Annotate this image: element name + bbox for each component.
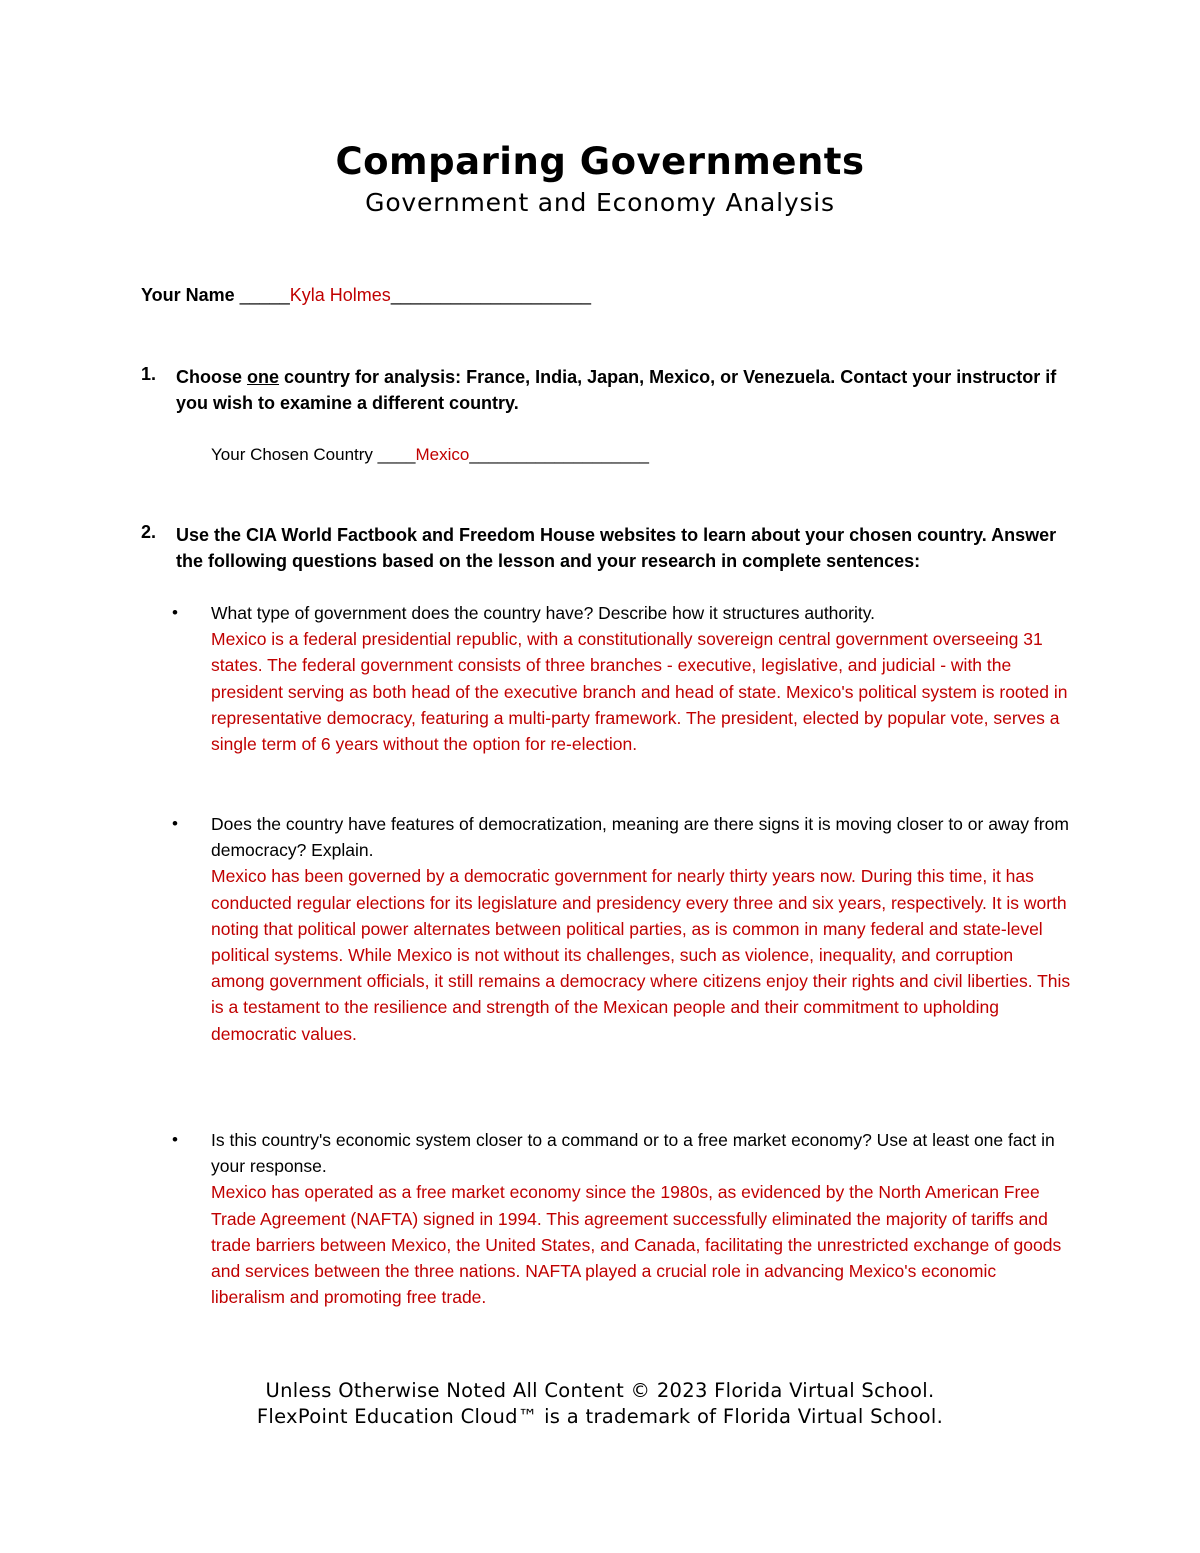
name-label: Your Name — [141, 285, 235, 305]
bullet-icon: • — [172, 1130, 178, 1149]
question-prompt: Does the country have features of democratization, meaning are there signs it is moving closer to or away from democracy? Explain. — [211, 814, 1069, 861]
bullet-icon: • — [172, 814, 178, 833]
list-item — [211, 1127, 1071, 1310]
question-1-number: 1. — [141, 364, 157, 384]
answer-text[interactable]: Mexico is a federal presidential republic, with a constitutionally sovereign central government overseeing 31 states. The federal government consists of three branches - executive, legislative, and judicial - with the president serving as both head of the executive branch and head of state. Mexico's political system is rooted in representative democracy, featuring a multi-party framework. The president, elected by popular vote, serves a single term of 6 years without the option for re-election. — [211, 629, 1068, 755]
name-blank-prefix: _____ — [239, 285, 290, 305]
bullet-icon: • — [172, 603, 178, 622]
name-field — [141, 285, 591, 306]
question-prompt: What type of government does the country have? Describe how it structures authority. — [211, 603, 876, 623]
list-item — [211, 811, 1071, 1047]
footer-copyright: Unless Otherwise Noted All Content © 2023 Florida Virtual School. — [265, 1379, 935, 1402]
chosen-country-blank-prefix: ____ — [377, 445, 416, 464]
answer-text[interactable]: Mexico has operated as a free market economy since the 1980s, as evidenced by the North American Free Trade Agreement (NAFTA) signed in 1994. This agreement successfully eliminated the majority of tariffs and trade barriers between Mexico, the United States, and Canada, facilitating the unrestricted exchange of goods and services between the three nations. NAFTA played a crucial role in advancing Mexico's economic liberalism and promoting free trade. — [211, 1182, 1062, 1308]
chosen-country-field — [211, 445, 649, 465]
document-subtitle: Government and Economy Analysis — [365, 188, 835, 217]
name-blank-suffix: ____________________ — [390, 285, 592, 305]
footer-trademark: FlexPoint Education Cloud™ is a trademark of Florida Virtual School. — [256, 1405, 944, 1428]
question-1-text-before: Choose — [176, 367, 248, 387]
question-1-emphasis: one — [247, 367, 280, 387]
name-value[interactable]: Kyla Holmes — [289, 285, 391, 305]
chosen-country-value[interactable]: Mexico — [415, 445, 470, 464]
list-item — [211, 600, 1071, 757]
page-footer — [0, 1378, 1200, 1430]
question-prompt: Is this country's economic system closer to a command or to a free market economy? Use at least one fact in your response. — [211, 1130, 1055, 1177]
question-1-text-after: country for analysis: France, India, Japan, Mexico, or Venezuela. Contact your instructor if you wish to examine a different country. — [176, 367, 1057, 413]
question-1-text — [176, 364, 1076, 416]
answer-text[interactable]: Mexico has been governed by a democratic government for nearly thirty years now. During this time, it has conducted regular elections for its legislature and presidency every three and six years, respectively. It is worth noting that political power alternates between political parties, as is common in many federal and state-level political systems. While Mexico is not without its challenges, such as violence, inequality, and corruption among government officials, it still remains a democracy where citizens enjoy their rights and civil liberties. This is a testament to the resilience and strength of the Mexican people and their commitment to upholding democratic values. — [211, 866, 1071, 1044]
document-title: Comparing Governments — [335, 140, 865, 183]
chosen-country-blank-suffix: ___________________ — [469, 445, 649, 464]
chosen-country-label: Your Chosen Country — [211, 445, 373, 464]
question-2-text: Use the CIA World Factbook and Freedom House websites to learn about your chosen country. Answer the following questions based on the lesson and your research in complete sentences: — [176, 525, 1057, 571]
question-2-number: 2. — [141, 522, 157, 542]
